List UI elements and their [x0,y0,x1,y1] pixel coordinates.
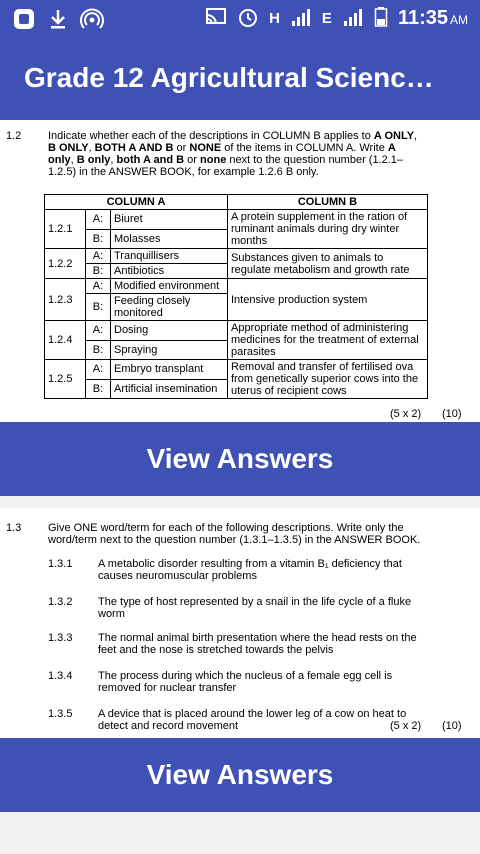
option-b-text: Molasses [111,229,228,249]
battery-icon [374,6,388,31]
option-a-text: Modified environment [111,279,228,294]
question-number: 1.2 [6,130,22,142]
marks-calculation: (5 x 2) [390,408,422,420]
table-row [45,210,428,230]
columns-table [44,194,428,399]
marks-total: (10) [442,408,462,420]
option-b-label: B: [86,379,111,399]
column-b-description: A protein supplement in the ration of ruminant animals during dry winter months [228,210,428,249]
question-instruction: Indicate whether each of the descriptions in COLUMN B applies to A ONLY, B ONLY, BOTH A AND B or NONE of the items in COLUMN A. Write A only, B only, both A and B or none next to the question number (1.2.1–1.2.5) in the ANSWER BOOK, for example 1.2.6 B only. [48,130,418,178]
item-description: A device that is placed around the lower leg of a cow on heat to detect and record movement [98,708,407,732]
option-b-label: B: [86,229,111,249]
item-number: 1.2.2 [45,249,86,279]
alarm-icon [237,6,259,31]
item-description: The normal animal birth presentation where the head rests on the feet and the nose is stretched towards the pelvis [98,632,417,656]
item-description: The type of host represented by a snail in the life cycle of a fluke worm [98,596,412,620]
option-a-label: A: [86,279,111,294]
column-b-header: COLUMN B [228,195,428,210]
marks-calculation: (5 x 2) [390,720,422,732]
question-1-2-page [0,120,480,422]
option-b-text: Spraying [111,340,228,360]
table-row [45,321,428,341]
option-b-label: B: [86,294,111,321]
view-answers-button[interactable]: View Answers [0,422,480,496]
square-notification-icon [12,8,36,35]
item-number: 1.2.1 [45,210,86,249]
option-a-label: A: [86,249,111,264]
item-number: 1.2.5 [45,360,86,399]
app-bar [0,38,480,120]
signal-icon [342,7,364,30]
column-b-description: Appropriate method of administering medicines for the treatment of external parasites [228,321,428,360]
option-a-label: A: [86,360,111,380]
option-a-text: Biuret [111,210,228,230]
option-b-text: Feeding closely monitored [111,294,228,321]
option-a-text: Dosing [111,321,228,341]
item-number: 1.3.1 [48,558,73,570]
column-b-description: Substances given to animals to regulate metabolism and growth rate [228,249,428,279]
download-icon [48,8,68,35]
column-b-description: Removal and transfer of fertilised ova from genetically superior cows into the uterus of recipient cows [228,360,428,399]
item-number: 1.2.3 [45,279,86,321]
item-number: 1.3.3 [48,632,73,644]
option-a-text: Tranquillisers [111,249,228,264]
option-b-label: B: [86,340,111,360]
option-b-text: Artificial insemination [111,379,228,399]
option-b-label: B: [86,264,111,279]
option-a-text: Embryo transplant [111,360,228,380]
status-time: 11:35 AM [397,7,468,29]
question-number: 1.3 [6,522,22,534]
option-a-label: A: [86,321,111,341]
signal-icon [290,7,312,30]
view-answers-button[interactable]: View Answers [0,738,480,812]
network-e-label: E [321,10,332,27]
item-number: 1.3.4 [48,670,73,682]
table-row [45,360,428,380]
item-number: 1.3.5 [48,708,73,720]
table-row [45,249,428,264]
item-number: 1.2.4 [45,321,86,360]
network-h-label: H [269,10,280,27]
option-a-label: A: [86,210,111,230]
status-bar [0,0,480,38]
column-b-description: Intensive production system [228,279,428,321]
item-number: 1.3.2 [48,596,73,608]
item-description: The process during which the nucleus of a female egg cell is removed for nuclear transfer [98,670,393,694]
option-b-text: Antibiotics [111,264,228,279]
column-a-header: COLUMN A [45,195,228,210]
page-title: Grade 12 Agricultural Scienc… [24,62,434,93]
item-description: A metabolic disorder resulting from a vitamin B₁ deficiency that causes neuromuscular problems [98,558,402,582]
cast-icon [205,7,227,30]
hotspot-icon [80,8,104,35]
question-instruction: Give ONE word/term for each of the following descriptions. Write only the word/term next to the question number (1.3.1–1.3.5) in the ANSWER BOOK. [48,522,421,546]
question-1-3-page [0,508,480,738]
marks-total: (10) [442,720,462,732]
table-row [45,279,428,294]
